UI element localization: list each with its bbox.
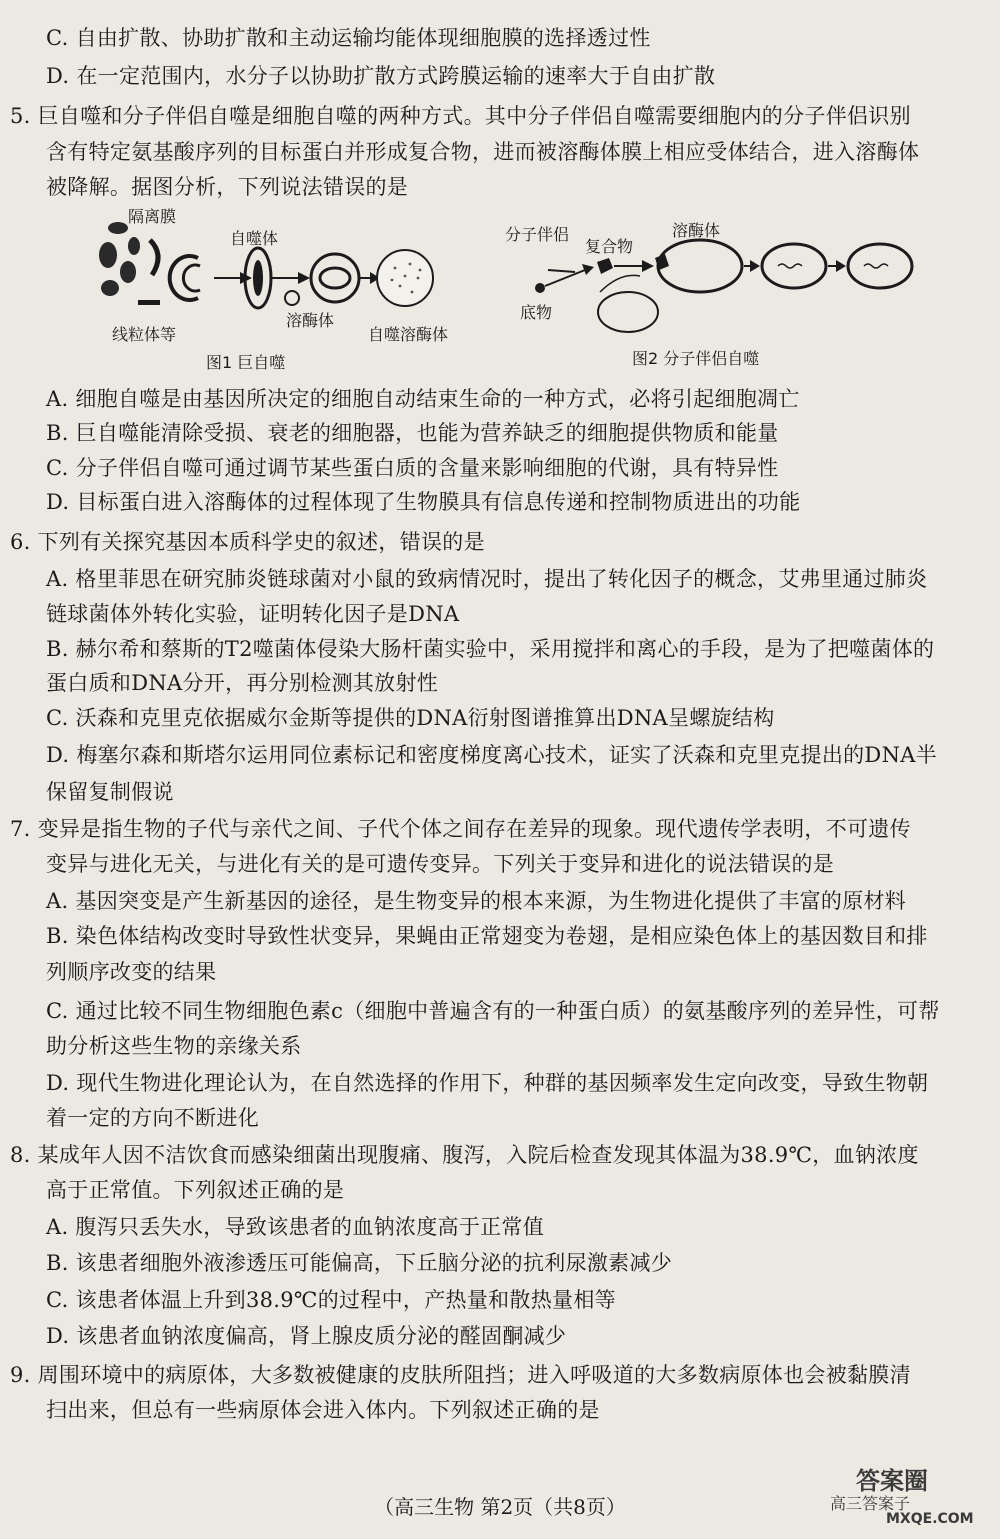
answer-option: C. 该患者体温上升到38.9℃的过程中，产热量和散热量相等 (46, 1288, 616, 1312)
question-stem: 9. 周围环境中的病原体，大多数被健康的皮肤所阻挡；进入呼吸道的大多数病原体也会被黏膜清 (10, 1363, 911, 1387)
answer-option: A. 细胞自噬是由基因所决定的细胞自动结束生命的一种方式，必将引起细胞凋亡 (46, 387, 800, 411)
question-stem: 6. 下列有关探究基因本质科学史的叙述，错误的是 (10, 530, 485, 554)
text-continuation: 变异与进化无关，与进化有关的是可遗传变异。下列关于变异和进化的说法错误的是 (46, 852, 835, 876)
logo-text-url: MXQE.COM (886, 1511, 974, 1527)
answer-option: D. 现代生物进化理论认为，在自然选择的作用下，种群的基因频率发生定向改变，导致生物朝 (46, 1071, 929, 1095)
text-continuation: 蛋白质和DNA分开，再分别检测其放射性 (46, 671, 439, 695)
answer-option: B. 染色体结构改变时导致性状变异，果蝇由正常翅变为卷翅，是相应染色体上的基因数目和排 (46, 924, 928, 948)
text-continuation: 助分析这些生物的亲缘关系 (46, 1034, 302, 1058)
label-isolation-membrane: 隔离膜 (128, 207, 177, 226)
autophagy-figure (0, 200, 1000, 380)
answer-option: A. 腹泻只丢失水，导致该患者的血钠浓度高于正常值 (46, 1215, 545, 1239)
answer-option: A. 格里菲思在研究肺炎链球菌对小鼠的致病情况时，提出了转化因子的概念，艾弗里通过肺炎 (46, 567, 928, 591)
logo-text-main: 答案圈 (856, 1467, 928, 1495)
text-continuation: 链球菌体外转化实验，证明转化因子是DNA (46, 602, 460, 626)
answer-option: C. 分子伴侣自噬可通过调节某些蛋白质的含量来影响细胞的代谢，具有特异性 (46, 456, 779, 480)
label-chaperone: 分子伴侣 (505, 225, 570, 244)
figure-2-caption: 图2 分子伴侣自噬 (632, 349, 760, 368)
text-continuation: 含有特定氨基酸序列的目标蛋白并形成复合物，进而被溶酶体膜上相应受体结合，进入溶酶体 (46, 140, 920, 164)
answer-option: C. 沃森和克里克依据威尔金斯等提供的DNA衍射图谱推算出DNA呈螺旋结构 (46, 706, 775, 730)
answer-option: B. 赫尔希和蔡斯的T2噬菌体侵染大肠杆菌实验中，采用搅拌和离心的手段，是为了把噬菌体的 (46, 637, 935, 661)
figure-2-chaperone-autophagy (505, 221, 912, 368)
answer-option: C. 自由扩散、协助扩散和主动运输均能体现细胞膜的选择透过性 (46, 26, 651, 50)
answer-option: D. 该患者血钠浓度偏高，肾上腺皮质分泌的醛固酮减少 (46, 1324, 567, 1348)
text-continuation: 扫出来，但总有一些病原体会进入体内。下列叙述正确的是 (46, 1398, 600, 1422)
figure-1-caption: 图1 巨自噬 (206, 353, 286, 372)
question-stem: 5. 巨自噬和分子伴侣自噬是细胞自噬的两种方式。其中分子伴侣自噬需要细胞内的分子伴侣识别 (10, 104, 911, 128)
page-footer: （高三生物 第2页（共8页） (374, 1495, 626, 1519)
answer-option: D. 在一定范围内，水分子以协助扩散方式跨膜运输的速率大于自由扩散 (46, 64, 716, 88)
answer-option: A. 基因突变是产生新基因的途径，是生物变异的根本来源，为生物进化提供了丰富的原材料 (46, 889, 907, 913)
logo-text-sub: 高三答案子 (830, 1494, 911, 1513)
label-mitochondria: 线粒体等 (112, 325, 177, 344)
label-lysosome-2: 溶酶体 (672, 221, 721, 240)
question-stem: 8. 某成年人因不洁饮食而感染细菌出现腹痛、腹泻，入院后检查发现其体温为38.9℃，血钠浓度 (10, 1143, 919, 1167)
label-lysosome-1: 溶酶体 (286, 311, 335, 330)
answer-option: B. 该患者细胞外液渗透压可能偏高，下丘脑分泌的抗利尿激素减少 (46, 1251, 673, 1275)
text-continuation: 高于正常值。下列叙述正确的是 (46, 1178, 345, 1202)
label-autolysosome: 自噬溶酶体 (368, 325, 449, 344)
label-substrate: 底物 (520, 303, 553, 322)
mitochondria-cluster-icon (99, 222, 140, 296)
text-continuation: 保留复制假说 (46, 780, 174, 804)
answer-option: C. 通过比较不同生物细胞色素c（细胞中普遍含有的一种蛋白质）的氨基酸序列的差异性，可帮 (46, 999, 940, 1023)
text-continuation: 列顺序改变的结果 (46, 960, 217, 984)
figure-1-macroautophagy (99, 207, 448, 372)
answer-option: D. 梅塞尔森和斯塔尔运用同位素标记和密度梯度离心技术，证实了沃森和克里克提出的DNA半 (46, 743, 938, 767)
text-continuation: 被降解。据图分析，下列说法错误的是 (46, 175, 409, 199)
answer-option: B. 巨自噬能清除受损、衰老的细胞器，也能为营养缺乏的细胞提供物质和能量 (46, 421, 779, 445)
text-continuation: 着一定的方向不断进化 (46, 1106, 259, 1130)
label-autophagosome: 自噬体 (230, 229, 279, 248)
label-complex: 复合物 (585, 237, 634, 256)
watermark-logo (826, 1459, 986, 1529)
answer-option: D. 目标蛋白进入溶酶体的过程体现了生物膜具有信息传递和控制物质进出的功能 (46, 490, 801, 514)
question-stem: 7. 变异是指生物的子代与亲代之间、子代个体之间存在差异的现象。现代遗传学表明，不可遗传 (10, 817, 911, 841)
